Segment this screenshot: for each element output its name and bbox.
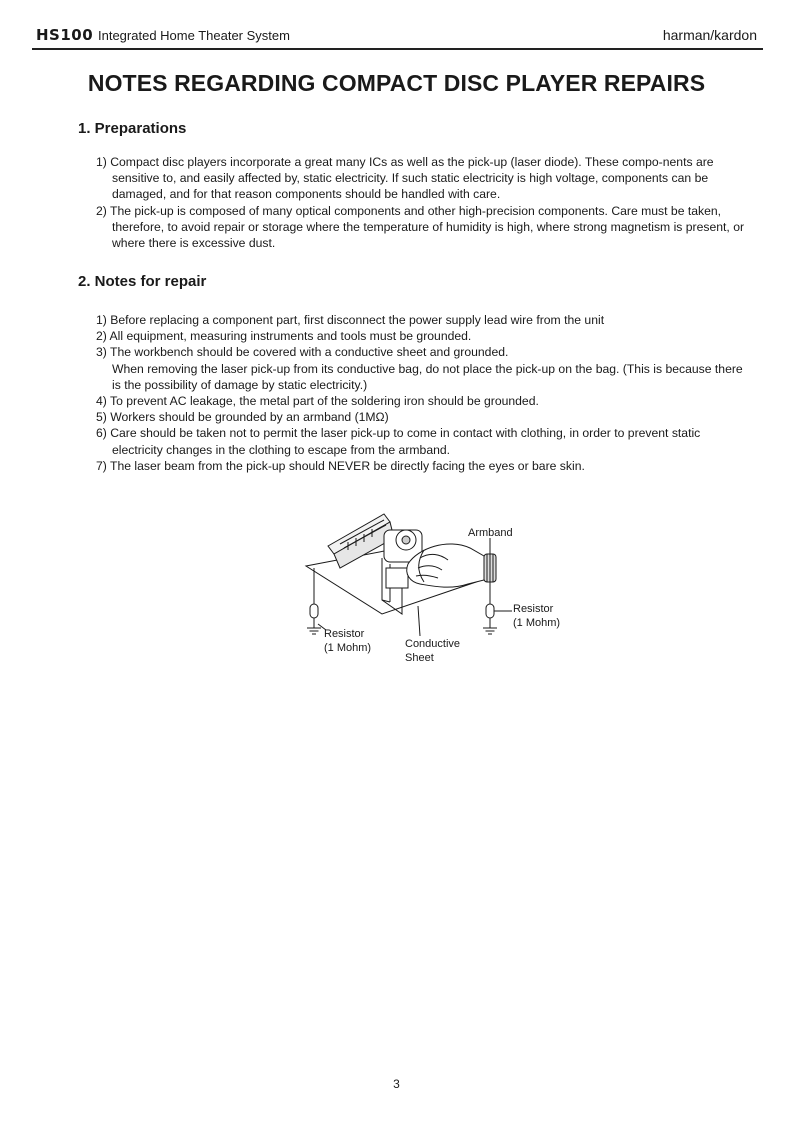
resistor-left — [310, 604, 318, 618]
header-subtitle: Integrated Home Theater System — [98, 28, 290, 43]
page-header — [32, 24, 763, 50]
list-item: 1) Before replacing a component part, first disconnect the power supply lead wire from the unit — [96, 313, 605, 327]
list-item: 4) To prevent AC leakage, the metal part of the soldering iron should be grounded. — [96, 394, 539, 409]
section-heading-preparations: 1. Preparations — [78, 120, 187, 137]
repair-list — [96, 312, 746, 474]
grounding-diagram — [300, 508, 590, 678]
preparations-list — [96, 154, 746, 251]
label-armband: Armband — [468, 527, 513, 539]
label-sheet: Sheet — [405, 652, 434, 664]
list-item: 2) All equipment, measuring instruments and tools must be grounded. — [96, 329, 472, 344]
list-item: 7) The laser beam from the pick-up should NEVER be directly facing the eyes or bare skin. — [96, 458, 585, 473]
label-conductive: Conductive — [405, 638, 461, 650]
page-number: 3 — [393, 1077, 400, 1091]
label-resistor-right: Resistor — [513, 603, 554, 615]
list-item: 6) Care should be taken not to permit the laser pick-up to come in contact with clothing, in order to prevent static electricity changes in the clothing to escape from the armband. — [96, 426, 701, 457]
resistor-right — [486, 604, 494, 618]
list-item-with-note — [96, 344, 746, 393]
label-resistor-right-value: (1 Mohm) — [513, 617, 561, 629]
list-item: 5) Workers should be grounded by an armband (1MΩ) — [96, 410, 389, 425]
page-title: NOTES REGARDING COMPACT DISC PLAYER REPAIRS — [87, 70, 706, 96]
model-number: HS100 — [36, 26, 94, 44]
list-item-note: When removing the laser pick-up from its conductive bag, do not place the pick-up on the bag. (This is because there is the possibility of damage by static electricity.) — [112, 361, 743, 392]
list-item-text: 3) The workbench should be covered with a conductive sheet and grounded. — [96, 345, 509, 360]
section-heading-repair: 2. Notes for repair — [78, 273, 207, 290]
list-item: 1) Compact disc players incorporate a great many ICs as well as the pick-up (laser diode). These compo-nents are sensitive to, and easily affected by, static electricity. If such static electricity is high voltage, components can be damaged, and for that reason components should be handled with care. — [96, 155, 714, 202]
list-item: 2) The pick-up is composed of many optical components and other high-precision components. Care must be taken, therefore, to avoid repair or storage where the temperature of humidity is high, where strong magnetism is present, or where there is excessive dust. — [96, 203, 745, 251]
label-resistor-left: Resistor — [324, 628, 365, 640]
brand-name: harman/kardon — [662, 27, 757, 43]
label-resistor-left-value: (1 Mohm) — [324, 642, 372, 654]
